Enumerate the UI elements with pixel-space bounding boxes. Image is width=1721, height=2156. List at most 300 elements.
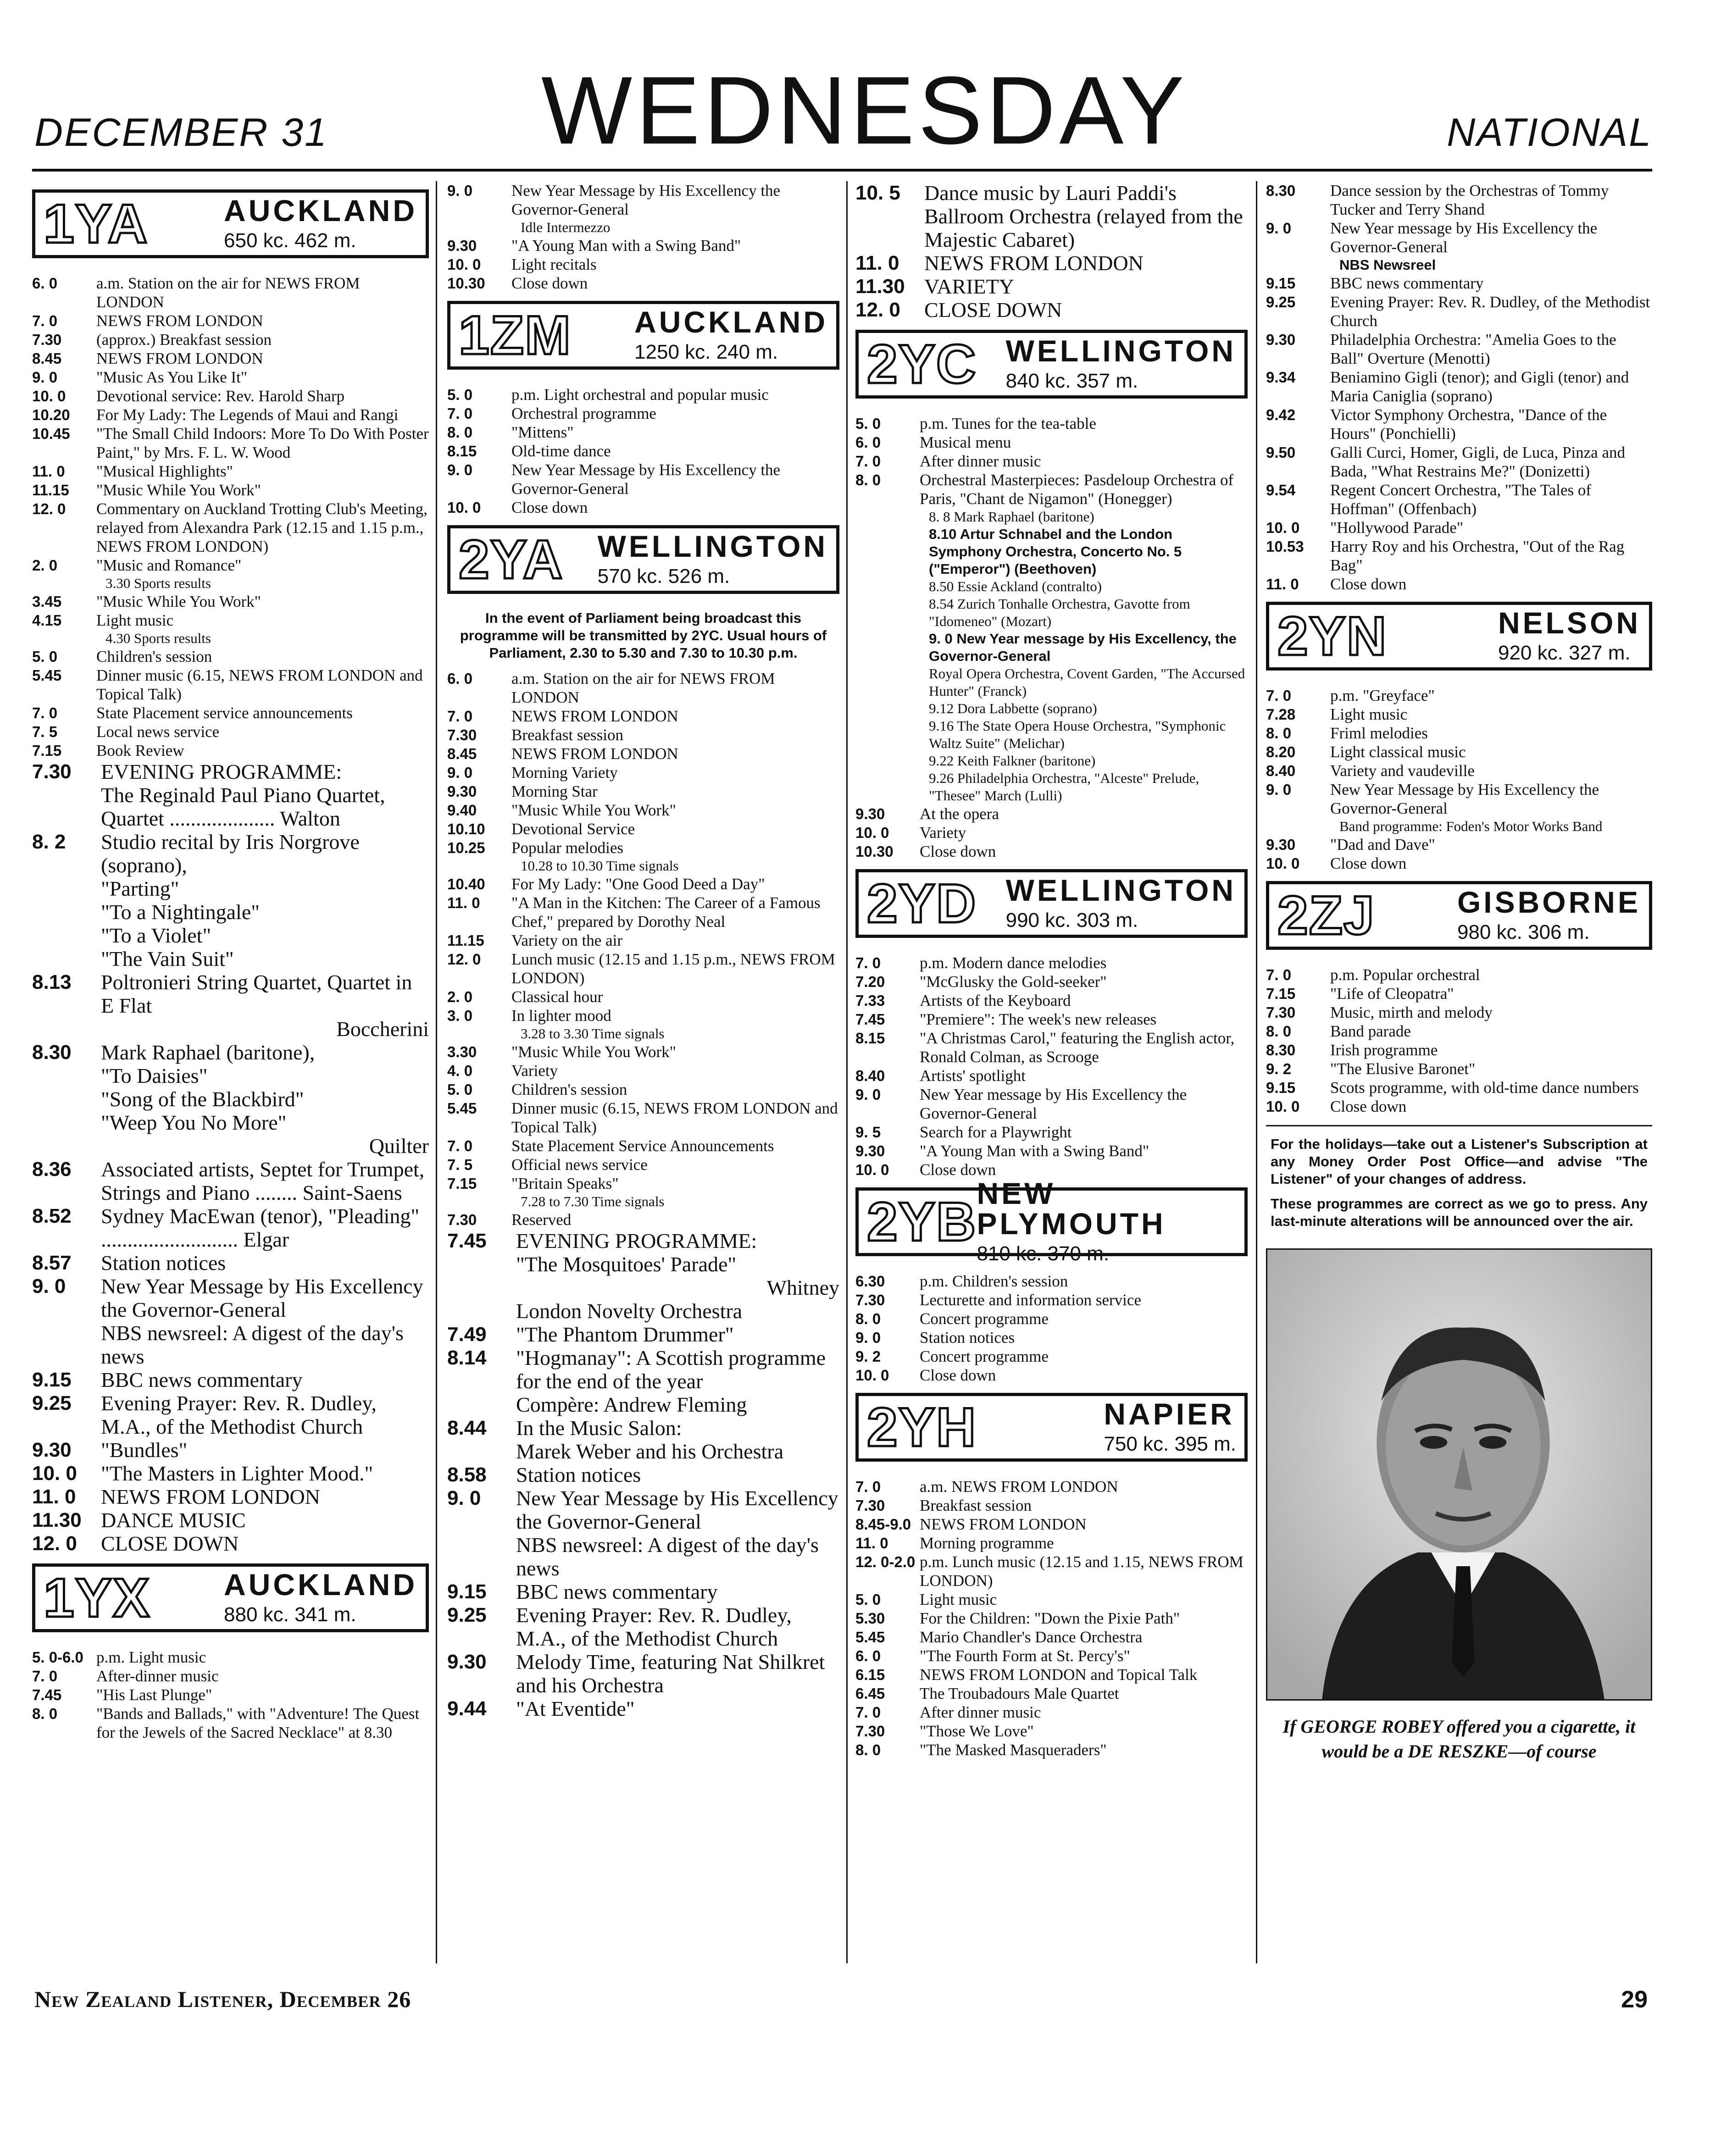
programme-item bbox=[32, 1667, 429, 1685]
programme-time: 7.15 bbox=[447, 1175, 477, 1192]
programme-title: Reserved bbox=[511, 1211, 572, 1229]
programme-title: p.m. Light music bbox=[96, 1648, 206, 1666]
programme-title: "Hollywood Parade" bbox=[1330, 519, 1464, 537]
programme-title: p.m. Tunes for the tea-table bbox=[920, 415, 1096, 432]
programme-item bbox=[855, 1291, 1248, 1309]
programme-item bbox=[447, 931, 839, 950]
programme-item bbox=[1266, 219, 1652, 256]
sub-item: 8.54 Zurich Tonhalle Orchestra, Gavotte from "Idomeneo" (Mozart) bbox=[929, 596, 1190, 629]
programme-item: 9.25 Evening Prayer: Rev. R. Dudley, M.A., of the Methodist Church bbox=[32, 1391, 377, 1438]
programme-item bbox=[447, 782, 839, 801]
programme-time: 7.30 bbox=[447, 1211, 477, 1228]
programme-item: 8.14 "Hogmanay": A Scottish programme for the end of the year Compère: Andrew Fleming bbox=[447, 1346, 826, 1416]
station-frequency: 810 kc. 370 m. bbox=[977, 1242, 1110, 1265]
programme-item bbox=[855, 1272, 1248, 1291]
programme-time: 9. 0 bbox=[1266, 781, 1292, 798]
programme-title: "Music and Romance" bbox=[96, 556, 242, 574]
programme-item bbox=[855, 1590, 1248, 1609]
programme-time: 8. 0 bbox=[447, 424, 473, 441]
programme-item bbox=[447, 950, 839, 987]
sub-item: 9.26 Philadelphia Orchestra, "Alceste" Prelude, "Thesee" March (Lulli) bbox=[929, 770, 1199, 804]
station-banner-2zj bbox=[1266, 881, 1652, 950]
programme-title: Victor Symphony Orchestra, "Dance of the Hours" (Ponchielli) bbox=[1330, 406, 1607, 443]
programme-title: Scots programme, with old-time dance numbers bbox=[1330, 1079, 1639, 1097]
programme-item bbox=[447, 801, 839, 820]
programme-title: Variety bbox=[920, 824, 966, 842]
programme-title: Orchestral programme bbox=[511, 405, 656, 422]
programme-item bbox=[1266, 761, 1652, 780]
programme-title: Band parade bbox=[1330, 1022, 1411, 1040]
programme-title: Local news service bbox=[96, 723, 220, 741]
programme-title: For the Children: "Down the Pixie Path" bbox=[920, 1609, 1180, 1627]
programme-time: 9.30 bbox=[855, 805, 885, 822]
programme-title: Musical menu bbox=[920, 433, 1011, 451]
programme-item bbox=[32, 387, 429, 405]
programme-title: "The Elusive Baronet" bbox=[1330, 1060, 1476, 1078]
programme-item bbox=[447, 460, 839, 498]
programme-title: After dinner music bbox=[920, 1703, 1041, 1721]
station-banner-2yn bbox=[1266, 602, 1652, 671]
programme-time: 8. 0 bbox=[1266, 1023, 1292, 1040]
programme-time: 5.30 bbox=[855, 1610, 885, 1627]
programme-item bbox=[855, 414, 1248, 433]
programme-time: 8.15 bbox=[447, 443, 477, 460]
subscription-notice: For the holidays—take out a Listener's Subscription at any Money Order Post Office—and advise "The Listener" of your changes of address. bbox=[1271, 1136, 1648, 1187]
programme-item bbox=[855, 433, 1248, 452]
programme-time: 11.15 bbox=[447, 932, 484, 949]
programme-title: For My Lady: The Legends of Maui and Rangi bbox=[96, 406, 399, 424]
programme-title: "Music As You Like It" bbox=[96, 368, 248, 386]
programme-item: 8.57 Station notices bbox=[32, 1251, 226, 1275]
programme-time: 7.30 bbox=[32, 331, 62, 348]
programme-item bbox=[855, 842, 1248, 861]
programme-title: Close down bbox=[920, 1161, 996, 1179]
programme-item bbox=[32, 311, 429, 330]
station-city: WELLINGTON bbox=[597, 529, 828, 563]
programme-time: 12. 0 bbox=[447, 951, 481, 968]
programme-item: 8.13 Poltronieri String Quartet, Quartet in E Flat Boccherini bbox=[32, 970, 429, 1041]
station-frequency: 920 kc. 327 m. bbox=[1498, 642, 1631, 664]
programme-time: 9.30 bbox=[1266, 836, 1296, 853]
sub-item: 7.28 to 7.30 Time signals bbox=[521, 1193, 665, 1209]
programme-title: For My Lady: "One Good Deed a Day" bbox=[511, 875, 765, 893]
programme-time: 8. 0 bbox=[855, 1310, 881, 1327]
column-divider bbox=[1256, 181, 1257, 1963]
programme-item bbox=[1266, 181, 1652, 219]
station-frequency: 650 kc. 462 m. bbox=[224, 229, 356, 252]
programme-time: 5. 0 bbox=[447, 386, 473, 403]
programme-item: 11. 0 NEWS FROM LONDON bbox=[32, 1485, 320, 1508]
programme-title: Breakfast session bbox=[511, 726, 623, 744]
programme-item bbox=[1266, 1041, 1652, 1059]
programme-time: 6. 0 bbox=[855, 1647, 881, 1664]
programme-title: "Those We Love" bbox=[920, 1722, 1034, 1740]
programme-title: p.m. Popular orchestral bbox=[1330, 966, 1480, 984]
sub-item: 10.28 to 10.30 Time signals bbox=[521, 858, 679, 874]
programme-time: 10. 0 bbox=[855, 1367, 889, 1384]
programme-item bbox=[447, 1136, 839, 1155]
programme-title: Variety on the air bbox=[511, 931, 622, 949]
programme-title: "Premiere": The week's new releases bbox=[920, 1010, 1157, 1028]
station-frequency: 980 kc. 306 m. bbox=[1457, 921, 1590, 943]
programme-time: 9. 0 bbox=[447, 461, 473, 478]
programme-item bbox=[1266, 854, 1652, 873]
programme-title: Close down bbox=[1330, 1097, 1407, 1115]
programme-title: Devotional Service bbox=[511, 820, 635, 838]
programme-item: 9. 0 New Year Message by His Excellency the Governor-General NBS newsreel: A digest of the day's news bbox=[447, 1486, 838, 1580]
programme-item bbox=[447, 423, 839, 442]
programme-item bbox=[447, 1099, 839, 1136]
programme-item bbox=[855, 823, 1248, 842]
programme-item bbox=[32, 666, 429, 704]
programme-item: 8.30 Mark Raphael (baritone), "To Daisies" "Song of the Blackbird" "Weep You No More" Quilter bbox=[32, 1041, 429, 1158]
programme-title: Close down bbox=[1330, 575, 1407, 593]
station-call-sign: 1ZM bbox=[459, 305, 572, 366]
programme-item bbox=[1266, 537, 1652, 575]
programme-item bbox=[1266, 1003, 1652, 1022]
programme-time: 7. 0 bbox=[447, 405, 473, 422]
programme-time: 7.20 bbox=[855, 973, 885, 990]
programme-title: NEWS FROM LONDON bbox=[96, 349, 263, 367]
programme-title: Beniamino Gigli (tenor); and Gigli (tenor) and Maria Caniglia (soprano) bbox=[1330, 368, 1629, 405]
programme-item: 8.44 In the Music Salon: Marek Weber and his Orchestra bbox=[447, 1416, 783, 1463]
programme-title: a.m. Station on the air for NEWS FROM LONDON bbox=[96, 274, 360, 311]
programme-item bbox=[855, 1609, 1248, 1628]
programme-item: 9.30 Melody Time, featuring Nat Shilkret and his Orchestra bbox=[447, 1650, 825, 1697]
programme-time: 6. 0 bbox=[855, 434, 881, 451]
programme-time: 7.30 bbox=[447, 726, 477, 743]
programme-title: "McGlusky the Gold-seeker" bbox=[920, 973, 1107, 991]
sub-item: Idle Intermezzo bbox=[521, 219, 611, 235]
programme-time: 6.45 bbox=[855, 1685, 885, 1702]
programme-item bbox=[855, 1085, 1248, 1123]
programme-title: NEWS FROM LONDON bbox=[920, 1515, 1087, 1533]
programme-item bbox=[855, 1628, 1248, 1646]
programme-time: 9.30 bbox=[1266, 331, 1296, 348]
programme-item bbox=[32, 274, 429, 311]
sub-item: 9.16 The State Opera House Orchestra, "Symphonic Waltz Suite" (Melichar) bbox=[929, 718, 1226, 751]
programme-time: 8.30 bbox=[1266, 1042, 1296, 1059]
programme-item bbox=[447, 763, 839, 782]
programme-time: 8. 0 bbox=[1266, 725, 1292, 742]
programme-item bbox=[447, 442, 839, 460]
programme-item bbox=[447, 498, 839, 517]
programme-time: 9. 5 bbox=[855, 1124, 881, 1141]
programme-title: Morning Variety bbox=[511, 764, 618, 781]
programme-time: 5. 0 bbox=[855, 415, 881, 432]
programme-title: After-dinner music bbox=[96, 1667, 219, 1685]
programme-title: Irish programme bbox=[1330, 1041, 1438, 1059]
programme-item bbox=[1266, 780, 1652, 818]
programme-time: 4. 0 bbox=[447, 1062, 473, 1079]
programme-title: BBC news commentary bbox=[1330, 274, 1484, 292]
divider bbox=[1266, 1125, 1652, 1126]
station-call-sign: 1YA bbox=[44, 193, 149, 255]
programme-item bbox=[32, 592, 429, 611]
sub-item: 8.10 Artur Schnabel and the London Symphony Orchestra, Concerto No. 5 ("Emperor") (Beethoven) bbox=[929, 526, 1182, 577]
programme-item bbox=[32, 424, 429, 462]
programme-title: "Mittens" bbox=[511, 423, 574, 441]
programme-item bbox=[32, 349, 429, 368]
programme-title: New Year Message by His Excellency the Governor-General bbox=[1330, 781, 1599, 817]
programme-time: 3. 0 bbox=[447, 1007, 473, 1024]
programme-item bbox=[447, 1174, 839, 1193]
programme-time: 8.30 bbox=[1266, 182, 1296, 199]
station-banner-2yc bbox=[855, 330, 1248, 399]
programme-item bbox=[447, 181, 839, 219]
programme-item bbox=[1266, 368, 1652, 405]
programme-title: "Britain Speaks" bbox=[511, 1175, 619, 1192]
programme-item bbox=[447, 893, 839, 931]
programme-item bbox=[855, 1722, 1248, 1740]
programme-item bbox=[447, 1042, 839, 1061]
programme-time: 10. 0 bbox=[1266, 519, 1300, 536]
programme-title: "Music While You Work" bbox=[96, 481, 261, 499]
sub-item: NBS Newsreel bbox=[1339, 257, 1436, 273]
programme-item bbox=[447, 726, 839, 744]
programme-title: "Musical Highlights" bbox=[96, 462, 233, 480]
programme-title: New Year Message by His Excellency the Governor-General bbox=[511, 461, 781, 498]
station-city: NELSON bbox=[1498, 606, 1641, 640]
programme-time: 7.15 bbox=[32, 742, 62, 759]
programme-item: 7.49 "The Phantom Drummer" bbox=[447, 1323, 734, 1346]
programme-item bbox=[447, 875, 839, 893]
programme-item bbox=[1266, 518, 1652, 537]
programme-title: Dinner music (6.15, NEWS FROM LONDON and Topical Talk) bbox=[96, 666, 423, 703]
programme-title: "His Last Plunge" bbox=[96, 1686, 212, 1704]
programme-item bbox=[1266, 965, 1652, 984]
programme-time: 10.20 bbox=[32, 406, 70, 423]
programme-item bbox=[447, 669, 839, 707]
programme-item bbox=[855, 1646, 1248, 1665]
programme-item: 8.58 Station notices bbox=[447, 1463, 641, 1486]
programme-title: Dinner music (6.15, NEWS FROM LONDON and Topical Talk) bbox=[511, 1099, 838, 1136]
programme-time: 7.45 bbox=[32, 1686, 62, 1703]
programme-item: 10. 5 Dance music by Lauri Paddi's Ballroom Orchestra (relayed from the Majestic Cabaret) bbox=[855, 181, 1243, 251]
programme-title: Concert programme bbox=[920, 1310, 1049, 1328]
programme-title: Galli Curci, Homer, Gigli, de Luca, Pinza and Bada, "What Restrains Me?" (Donizetti) bbox=[1330, 443, 1626, 480]
programme-time: 5. 0-6.0 bbox=[32, 1649, 83, 1666]
programme-time: 11. 0 bbox=[855, 1535, 888, 1552]
programme-title: Light music bbox=[96, 611, 174, 629]
programme-item: 9.44 "At Eventide" bbox=[447, 1697, 635, 1720]
programme-item bbox=[855, 1684, 1248, 1703]
programme-time: 5. 0 bbox=[32, 648, 58, 665]
programme-title: Morning Star bbox=[511, 782, 598, 800]
programme-title: "Music While You Work" bbox=[511, 1043, 676, 1061]
programme-time: 7. 5 bbox=[447, 1156, 473, 1173]
programme-title: State Placement service announcements bbox=[96, 704, 353, 722]
column-divider bbox=[436, 181, 437, 1963]
parliament-notice: In the event of Parliament being broadcast this programme will be transmitted by 2YC. Usual hours of Parliament, 2.30 to 5.30 and 7.30 to 10.30 p.m. bbox=[460, 610, 827, 661]
sub-item: 8. 8 Mark Raphael (baritone) bbox=[929, 509, 1094, 525]
column-2 bbox=[447, 181, 839, 1963]
station-city: AUCKLAND bbox=[634, 305, 828, 339]
programme-item bbox=[32, 722, 429, 741]
programme-item bbox=[855, 953, 1248, 972]
programme-title: Friml melodies bbox=[1330, 724, 1428, 742]
programme-title: Book Review bbox=[96, 742, 184, 759]
programme-title: Morning programme bbox=[920, 1534, 1054, 1552]
programme-item bbox=[855, 1665, 1248, 1684]
station-frequency: 1250 kc. 240 m. bbox=[634, 341, 778, 363]
programme-title: Evening Prayer: Rev. R. Dudley, of the Methodist Church bbox=[1330, 293, 1650, 330]
station-banner-1zm bbox=[447, 301, 839, 370]
station-call-sign: 2YC bbox=[867, 333, 977, 395]
station-call-sign: 1YX bbox=[44, 1567, 150, 1629]
programme-title: Dance session by the Orchestras of Tommy Tucker and Terry Shand bbox=[1330, 182, 1609, 218]
programme-time: 7.30 bbox=[855, 1723, 885, 1740]
programme-time: 8.40 bbox=[855, 1067, 885, 1084]
programme-item bbox=[855, 972, 1248, 991]
programme-item: 9.15 BBC news commentary bbox=[447, 1580, 718, 1603]
programme-time: 7. 0 bbox=[1266, 687, 1292, 704]
programme-time: 9.15 bbox=[1266, 275, 1296, 292]
programme-title: Orchestral Masterpieces: Pasdeloup Orchestra of Paris, "Chant de Nigamon" (Honegger) bbox=[920, 471, 1234, 508]
programme-time: 12. 0 bbox=[32, 500, 66, 517]
programme-time: 7.30 bbox=[855, 1291, 885, 1308]
programme-item bbox=[855, 1328, 1248, 1347]
programme-time: 8. 0 bbox=[32, 1705, 58, 1722]
programme-item bbox=[32, 368, 429, 387]
programme-item: 7.45 EVENING PROGRAMME: "The Mosquitoes' Parade" Whitney London Novelty Orchestra bbox=[447, 1229, 839, 1323]
programme-title: Lecturette and information service bbox=[920, 1291, 1141, 1309]
station-banner-2yb bbox=[855, 1176, 1248, 1265]
programme-item: 10. 0 "The Masters in Lighter Mood." bbox=[32, 1462, 373, 1485]
programme-item bbox=[1266, 575, 1652, 593]
programme-title: Variety bbox=[511, 1062, 558, 1080]
programme-title: Music, mirth and melody bbox=[1330, 1003, 1493, 1021]
programme-item bbox=[32, 556, 429, 575]
programme-item: 12. 0 CLOSE DOWN bbox=[32, 1532, 239, 1555]
header-rule bbox=[32, 169, 1652, 172]
programme-title: Light music bbox=[920, 1591, 997, 1608]
station-city: NAPIER bbox=[1104, 1397, 1235, 1431]
programme-title: a.m. Station on the air for NEWS FROM LONDON bbox=[511, 670, 775, 706]
programme-time: 9.30 bbox=[447, 237, 477, 254]
programme-time: 5.45 bbox=[855, 1629, 885, 1646]
programme-title: "A Man in the Kitchen: The Career of a Famous Chef," prepared by Dorothy Neal bbox=[511, 894, 821, 931]
programme-title: Children's session bbox=[96, 648, 212, 665]
programme-title: NEWS FROM LONDON and Topical Talk bbox=[920, 1666, 1198, 1684]
station-frequency: 880 kc. 341 m. bbox=[224, 1603, 356, 1626]
programme-item bbox=[447, 1061, 839, 1080]
programme-item bbox=[32, 481, 429, 499]
programme-time: 10.10 bbox=[447, 820, 485, 837]
programme-item bbox=[1266, 1078, 1652, 1097]
programme-title: p.m. Children's session bbox=[920, 1272, 1068, 1290]
sub-item: 9.12 Dora Labbette (soprano) bbox=[929, 700, 1097, 716]
programme-item bbox=[855, 991, 1248, 1010]
programme-time: 10.25 bbox=[447, 839, 485, 856]
programme-title: State Placement Service Announcements bbox=[511, 1137, 774, 1155]
programme-item bbox=[855, 1309, 1248, 1328]
programme-time: 10.40 bbox=[447, 876, 485, 892]
programme-time: 3.30 bbox=[447, 1043, 477, 1060]
programme-time: 8.45 bbox=[447, 745, 477, 762]
programme-title: Close down bbox=[511, 274, 588, 292]
programme-title: Variety and vaudeville bbox=[1330, 762, 1475, 780]
programme-item bbox=[855, 1029, 1248, 1066]
programme-time: 7. 0 bbox=[447, 708, 473, 725]
programme-item: 9.15 BBC news commentary bbox=[32, 1368, 303, 1391]
programme-title: New Year Message by His Excellency the Governor-General bbox=[511, 182, 781, 218]
station-city: WELLINGTON bbox=[1005, 873, 1236, 907]
programme-item bbox=[447, 1155, 839, 1174]
sub-item: 3.28 to 3.30 Time signals bbox=[521, 1025, 665, 1042]
programme-item bbox=[447, 404, 839, 423]
programme-item: 8.52 Sydney MacEwan (tenor), "Pleading" .......................... Elgar bbox=[32, 1204, 420, 1251]
programme-item bbox=[1266, 686, 1652, 705]
programme-title: Philadelphia Orchestra: "Amelia Goes to the Ball" Overture (Menotti) bbox=[1330, 331, 1616, 367]
programme-item bbox=[855, 1142, 1248, 1160]
programme-time: 7. 0 bbox=[32, 1668, 58, 1685]
programme-item bbox=[32, 462, 429, 481]
programme-item bbox=[1266, 1022, 1652, 1041]
programme-time: 5.45 bbox=[447, 1100, 477, 1117]
station-call-sign: 2YH bbox=[867, 1397, 977, 1458]
programme-time: 9. 0 bbox=[855, 1086, 881, 1103]
programme-time: 6.15 bbox=[855, 1666, 885, 1683]
programme-title: Breakfast session bbox=[920, 1496, 1032, 1514]
programme-title: At the opera bbox=[920, 805, 999, 823]
programme-item bbox=[447, 255, 839, 274]
programme-time: 8. 0 bbox=[855, 1741, 881, 1758]
programme-item: 11.30 DANCE MUSIC bbox=[32, 1508, 246, 1532]
programme-item bbox=[447, 820, 839, 838]
programme-title: "Dad and Dave" bbox=[1330, 836, 1435, 854]
programme-item bbox=[32, 611, 429, 630]
programme-item bbox=[447, 1210, 839, 1229]
programme-title: Regent Concert Orchestra, "The Tales of Hoffman" (Offenbach) bbox=[1330, 481, 1592, 518]
programme-item bbox=[1266, 984, 1652, 1003]
programme-time: 7.15 bbox=[1266, 985, 1296, 1002]
programme-item bbox=[447, 987, 839, 1006]
programme-time: 7.28 bbox=[1266, 706, 1296, 723]
programme-title: Devotional service: Rev. Harold Sharp bbox=[96, 387, 345, 405]
programme-title: "Music While You Work" bbox=[511, 801, 676, 819]
programme-time: 10. 0 bbox=[1266, 855, 1300, 872]
programme-time: 10. 0 bbox=[855, 1161, 889, 1178]
programme-item bbox=[1266, 405, 1652, 443]
programme-time: 4.15 bbox=[32, 612, 62, 629]
programme-item: 8. 2 Studio recital by Iris Norgrove (soprano), "Parting" "To a Nightingale" "To a Violet" "The Vain Suit" bbox=[32, 830, 360, 970]
programme-item: 9.30 "Bundles" bbox=[32, 1438, 188, 1462]
station-city: WELLINGTON bbox=[1005, 334, 1236, 368]
programme-item bbox=[32, 330, 429, 349]
programme-time: 9.30 bbox=[447, 783, 477, 800]
programme-time: 6. 0 bbox=[447, 670, 473, 687]
programme-title: p.m. Lunch music (12.15 and 1.15, NEWS FROM LONDON) bbox=[920, 1553, 1244, 1590]
programme-title: "A Young Man with a Swing Band" bbox=[920, 1142, 1149, 1160]
programme-title: New Year message by His Excellency the Governor-General bbox=[1330, 219, 1598, 256]
programme-title: Classical hour bbox=[511, 988, 603, 1006]
programme-item bbox=[855, 804, 1248, 823]
programme-item bbox=[447, 385, 839, 404]
programme-item bbox=[447, 1080, 839, 1099]
programme-title: Close down bbox=[920, 1366, 996, 1384]
programme-time: 9. 0 bbox=[1266, 220, 1292, 237]
programme-time: 10. 0 bbox=[855, 824, 889, 841]
programme-time: 9. 0 bbox=[855, 1329, 881, 1346]
programme-item bbox=[1266, 330, 1652, 368]
programme-title: Lunch music (12.15 and 1.15 p.m., NEWS FROM LONDON) bbox=[511, 950, 835, 987]
programme-item bbox=[447, 1006, 839, 1025]
programme-time: 9.54 bbox=[1266, 482, 1296, 499]
programme-title: "Music While You Work" bbox=[96, 593, 261, 610]
programme-title: "A Christmas Carol," featuring the English actor, Ronald Colman, as Scrooge bbox=[920, 1029, 1235, 1066]
programme-time: 8.45 bbox=[32, 350, 62, 367]
